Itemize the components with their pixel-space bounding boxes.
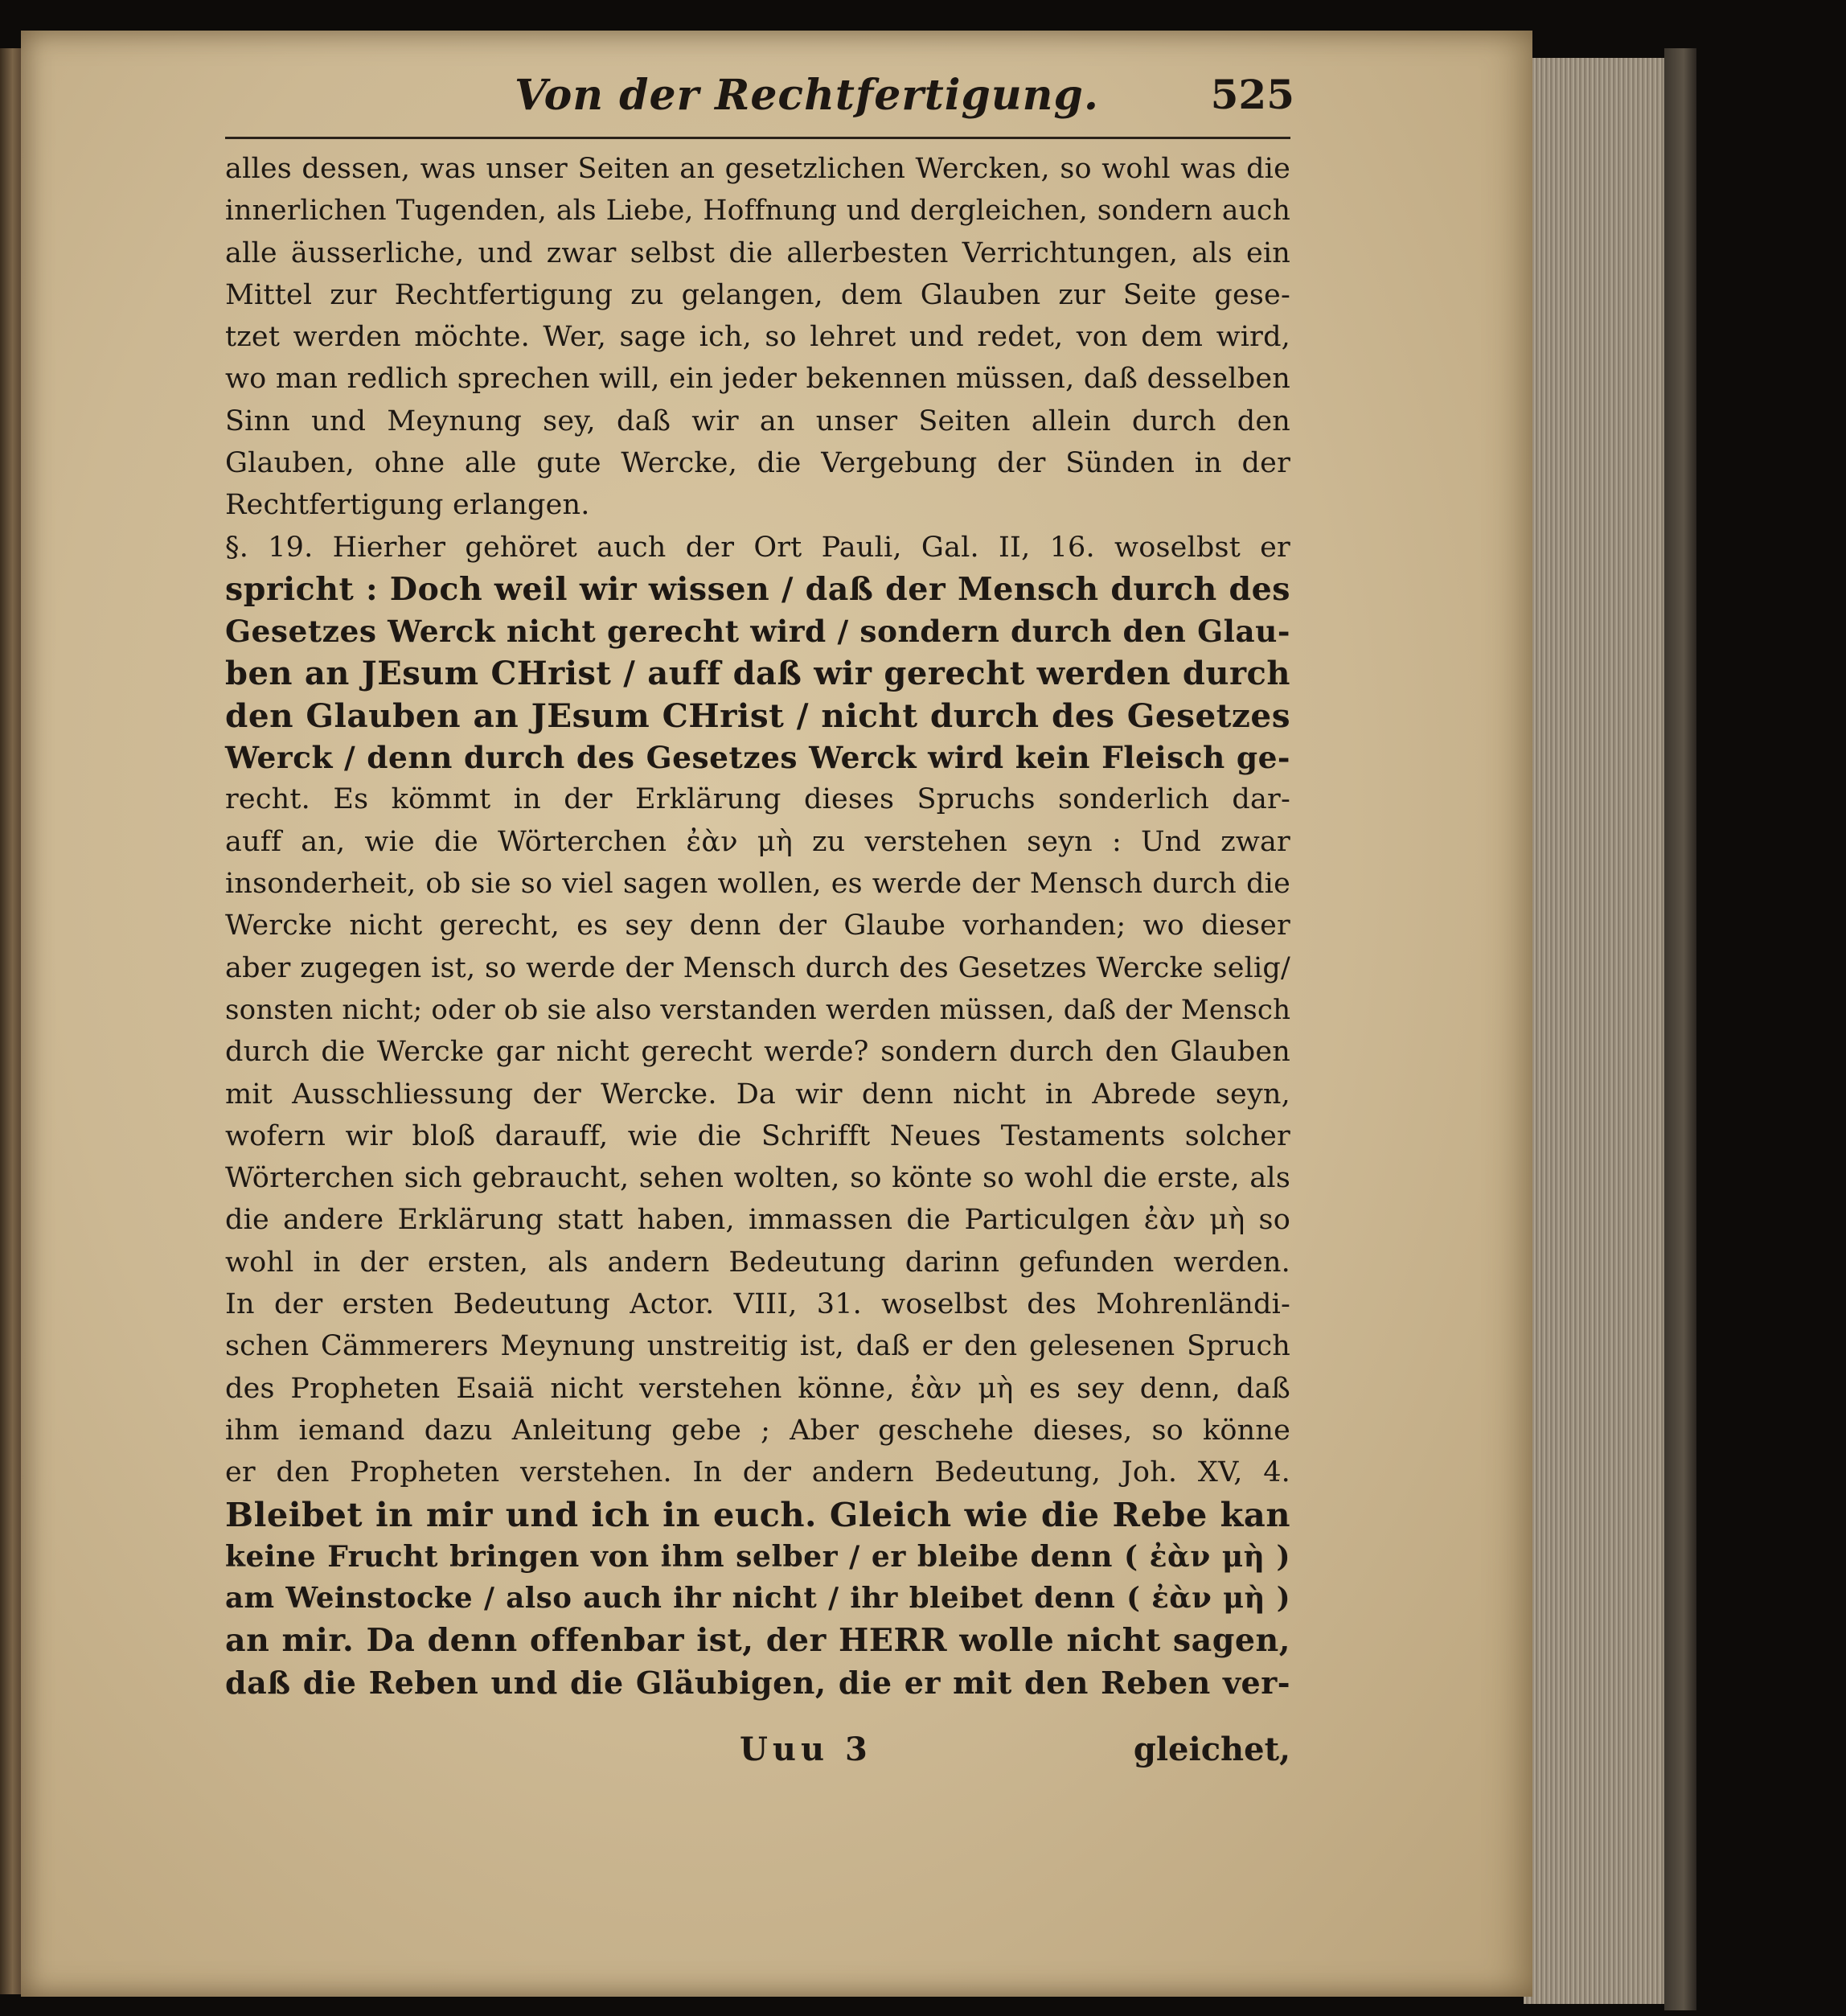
text-line: Rechtfertigung erlangen. — [225, 489, 590, 522]
header-rule — [225, 137, 1290, 139]
page-number: 525 — [1210, 71, 1294, 118]
text-line: er den Propheten verstehen. In der andern Bedeutung, Joh. XV, 4. — [225, 1456, 1290, 1489]
text-line: des Propheten Esaiä nicht verstehen könne, ἐὰν μὴ es sey denn, daß — [225, 1372, 1290, 1405]
text-line: mit Ausschliessung der Wercke. Da wir denn nicht in Abrede seyn, — [225, 1078, 1290, 1111]
text-line: Sinn und Meynung sey, daß wir an unser Seiten allein durch den — [225, 404, 1290, 437]
text-line: an mir. Da denn offenbar ist, der HERR wolle nicht sagen, — [225, 1622, 1290, 1660]
text-line: aber zugegen ist, so werde der Mensch durch des Gesetzes Wercke selig/ — [225, 951, 1290, 984]
text-line: sonsten nicht; oder ob sie also verstanden werden müssen, daß der Mensch — [225, 993, 1291, 1026]
text-line: wofern wir bloß darauff, wie die Schrifft Neues Testaments solcher — [225, 1119, 1290, 1152]
text-line: recht. Es kömmt in der Erklärung dieses Spruchs sonderlich dar- — [225, 783, 1290, 816]
text-line: wohl in der ersten, als andern Bedeutung darinn gefunden werden. — [225, 1246, 1290, 1279]
running-title: Von der Rechtfertigung. — [515, 71, 1099, 120]
text-line: schen Cämmerers Meynung unstreitig ist, daß er den gelesenen Spruch — [225, 1330, 1290, 1363]
text-line: innerlichen Tugenden, als Liebe, Hoffnung und dergleichen, sondern auch — [225, 195, 1290, 228]
text-line: am Weinstocke / also auch ihr nicht / ihr bleibet denn ( ἐὰν μὴ ) — [225, 1582, 1290, 1616]
text-line: alle äusserliche, und zwar selbst die allerbesten Verrichtungen, als ein — [225, 236, 1290, 269]
text-line: Gesetzes Werck nicht gerecht wird / sondern durch den Glau- — [225, 614, 1290, 650]
text-line: §. 19. Hierher gehöret auch der Ort Pauli, Gal. II, 16. woselbst er — [225, 531, 1290, 564]
text-line: Glauben, ohne alle gute Wercke, die Vergebung der Sünden in der — [225, 447, 1290, 480]
catchword: gleichet, — [1133, 1731, 1290, 1768]
text-line: tzet werden möchte. Wer, sage ich, so lehret und redet, von dem wird, — [225, 321, 1290, 354]
text-line: Wercke nicht gerecht, es sey denn der Glaube vorhanden; wo dieser — [225, 909, 1290, 942]
book-cover-edge — [1664, 48, 1696, 2010]
text-line: Bleibet in mir und ich in euch. Gleich wie die Rebe kan — [225, 1494, 1290, 1534]
text-line: Werck / denn durch des Gesetzes Werck wird kein Fleisch ge- — [225, 740, 1290, 776]
text-line: ihm iemand dazu Anleitung gebe ; Aber geschehe dieses, so könne — [225, 1414, 1290, 1447]
text-line: den Glauben an JEsum CHrist / nicht durch des Gesetzes — [225, 696, 1290, 735]
text-line: In der ersten Bedeutung Actor. VIII, 31. woselbst des Mohrenländi- — [225, 1288, 1290, 1321]
text-line: Wörterchen sich gebraucht, sehen wolten, so könte so wohl die erste, als — [225, 1162, 1290, 1195]
text-line: daß die Reben und die Gläubigen, die er mit den Reben ver- — [225, 1664, 1290, 1701]
text-line: Mittel zur Rechtfertigung zu gelangen, dem Glauben zur Seite gese- — [225, 278, 1290, 311]
text-line: durch die Wercke gar nicht gerecht werde? sondern durch den Glauben — [225, 1036, 1290, 1069]
page-block-edges — [1524, 58, 1684, 2004]
text-line: insonderheit, ob sie so viel sagen wollen, es werde der Mensch durch die — [225, 868, 1290, 901]
text-line: spricht : Doch weil wir wissen / daß der Mensch durch des — [225, 570, 1290, 608]
text-line: wo man redlich sprechen will, ein jeder bekennen müssen, daß desselben — [225, 363, 1290, 396]
text-line: keine Frucht bringen von ihm selber / er bleibe denn ( ἐὰν μὴ ) — [225, 1539, 1290, 1574]
text-line: alles dessen, was unser Seiten an gesetzlichen Wercken, so wohl was die — [225, 153, 1290, 185]
body-text — [225, 148, 1290, 1704]
page-footer — [225, 1731, 1290, 1779]
text-line: ben an JEsum CHrist / auff daß wir gerecht werden durch — [225, 654, 1290, 692]
text-line: auff an, wie die Wörterchen ἐὰν μὴ zu verstehen seyn : Und zwar — [225, 825, 1290, 858]
page-header — [225, 71, 1302, 133]
previous-page-edge — [0, 48, 21, 1994]
signature-mark: Uuu 3 — [740, 1731, 872, 1768]
text-line: die andere Erklärung statt haben, immassen die Particulgen ἐὰν μὴ so — [225, 1204, 1290, 1237]
